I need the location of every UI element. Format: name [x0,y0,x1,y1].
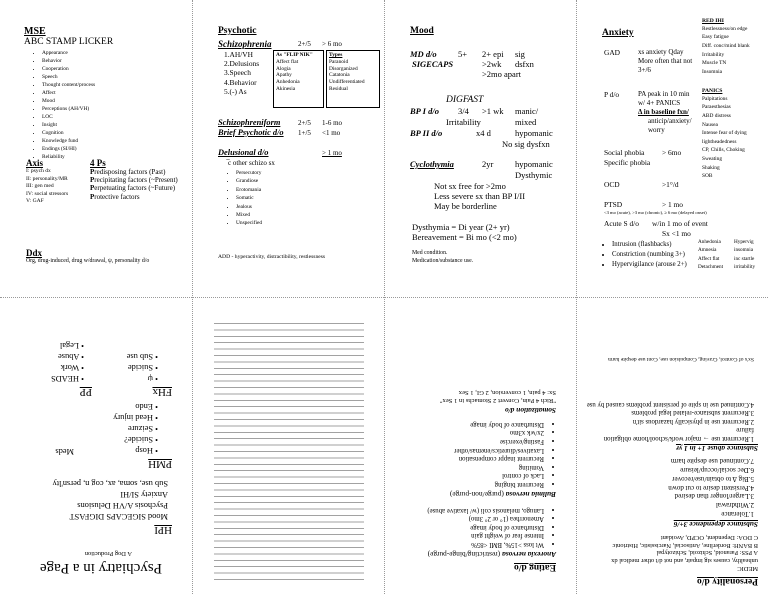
an-row: • Amenorrhea (1° or 2° 3mo) [427,514,544,523]
md-dsfxn: dsfxn [515,59,534,69]
ptsd-symptom-3: inc startle [734,255,755,262]
schizo-dur: > 6 mo [322,40,342,48]
digfast: DIGFAST [446,95,484,105]
med-cond: Med condition. [412,250,448,256]
panics-item: SOB [702,173,713,180]
flip-item: Apathy [276,72,292,79]
types-box [326,50,380,108]
sigecaps: SIGECAPS [412,59,454,69]
axis-item: III: gen med [26,183,54,190]
anxiety-title: Anxiety [602,28,634,38]
bp-dur: <1 mo [322,129,341,137]
cyc-sev: hypomanic [515,159,553,169]
mse-item: • Behavior [42,57,190,65]
mse-item: • Appearance [42,49,190,57]
fhx-row: • Sub use [126,352,158,361]
personality-row: B BANH: Borderline, Antisocial, Narcissistic, Histrionic [612,541,758,549]
ocd-label: OCD [604,180,620,189]
mse-list [24,49,190,161]
panel-psych-page [0,300,192,594]
schizo-criteria [224,50,259,96]
personality-row: C DOA: Dependent, OCPD, Avoidant [660,533,758,541]
fhx-row: • Suicide [127,363,158,372]
asd-dur2: Sx <1 mo [662,229,691,238]
pp-title: PP [79,386,92,398]
cyc-sev2: Dysthymic [515,170,553,180]
bul-row: • Fasting/exercise [454,436,544,445]
bp-label: Brief Psychotic d/o [218,128,284,137]
panics-item: CP, Chills, Choking [702,147,745,154]
an-row: • Intense fear of weight gain [427,531,544,540]
personality-row: MEDIC [737,565,758,572]
bul-row: • 2x/wk x3mo [454,428,544,437]
psychotic-title: Psychotic [218,26,257,36]
flip-item: Affect flat [276,58,299,65]
bul-row: • Lack of control [454,471,544,480]
specific-phobia: Specific phobia [604,158,651,167]
cyc-note: May be borderline [434,201,497,211]
mse-title: MSE [24,26,46,37]
dysthymia: Dysthymia = Di year (2+ yr) [412,222,510,232]
schizo-criterion: 4.Behavior [224,77,257,87]
panics-item: ABD distress [702,112,731,119]
pd-d4: anticip/anxiety/ [648,117,692,125]
pp-row: • Work [60,363,84,372]
delusion-type: • Erotomania [236,186,262,194]
type-item: Paranoid [329,58,349,65]
bul-row: • Vomiting [454,462,544,471]
social-phobia-dur: > 6mo [662,148,682,157]
del-types [222,169,262,228]
bul-row: • Disturbance of body image [454,419,544,428]
page-by: A Dog Production [84,550,132,557]
pmh-row: • Head injury [113,413,158,422]
cyc-note: Not sx free for >2mo [434,181,506,191]
gad-d2: More often that not [638,57,693,65]
panics-item: Nausea [702,121,718,128]
page-title: Psychiatry in a Page [39,560,162,576]
pmh-row: • Suicide? [124,435,158,444]
asd-label: Acute S d/o [604,219,639,228]
sd-row: 5.Big Δ to obtain/use/recover [672,474,754,483]
sd-row: 4.Persistent desire to cut down [668,483,754,492]
mse-item: • LOC [42,113,190,121]
pp-row: • Legal [59,341,84,350]
dense-notes-block [214,320,364,580]
pd-d1: PA peak in 10 min [638,90,690,98]
hpi-title: HPI [154,524,172,536]
bp1-crit: 3/4 [458,106,469,116]
ptsd-symptom-2: Affect flat [698,255,720,262]
pmh-title: PMH [148,458,172,470]
panel-mse [24,22,190,292]
md-sig: 2+ epi [482,49,504,59]
panel-mood [410,22,576,292]
sf-crit: 2+/5 [298,119,311,127]
ptsd-symptom-3: insomnia [734,247,754,254]
red-list [702,25,750,77]
panics-item: Sweating [702,155,723,162]
an-row: • Wt loss >15%, BMI <85% [427,539,544,548]
ps-item: Precipitating factors (~Present) [90,176,178,185]
mse-item: • Speech [42,73,190,81]
schizo-crit: 2+/5 [298,40,311,48]
red-item: Irritability [702,51,725,58]
bp2-sev: hypomanic [515,128,553,138]
meds-title: Meds [55,447,74,456]
sd-row: 6.Dec social/occup/leisure [680,466,754,475]
mse-item: • Endings (SI/HI) [42,145,190,153]
panics-title: PANICS [702,88,723,94]
pmh-rows [113,401,158,456]
ps-item: Predisposing factors (Past) [90,168,166,176]
md-2wk: >2wk [482,59,502,69]
bul-row: • Recurrent inappr compensation [454,454,544,463]
pd-label: P d/o [604,90,620,99]
flip-nik-box [273,50,324,108]
bp-crit: 1+/5 [298,129,311,137]
mse-item: • Insight [42,121,190,129]
bul-row: • Recurrent binging [454,479,544,488]
bul-sub: (purge/non-purge) [449,490,504,499]
delusion-type: • Jealous [236,203,262,211]
bul-rows [454,419,558,488]
ptsd-symptom-2: Amnesia [698,247,717,254]
axis-item: I: psych dx [26,168,51,174]
mse-item: • Mood [42,97,190,105]
type-item: Disorganized [329,65,358,72]
ptsd-dur: > 1 mo [662,200,684,209]
ptsd-symptom-2: Detachment [698,264,724,271]
panel-personality [576,300,768,594]
gad-d1: xs anxiety Qday [638,48,684,56]
mse-item: • Reliability [42,153,190,161]
pp-row: • Abuse [58,352,84,361]
md-label: MD d/o [410,49,437,59]
hpi-row: Psychosis A/VH Delusions [77,501,168,510]
bp2-label: BP II d/o [410,128,443,138]
sf-label: Schizophreniform [218,118,281,127]
panel-psychotic [218,22,384,292]
panics-item: Intense fear of dying [702,130,747,137]
delusion-type: • Persecutory [236,169,262,177]
panics-item: Palpitations [702,95,728,102]
ps-list [90,168,178,201]
md-crit: 5+ [458,49,468,59]
panics-item: Shaking [702,164,720,171]
ddx-text: Org, drug-induced, drug w/drawal, ψ, personality d/o [26,258,150,264]
delusion-type: • Somatic [236,194,262,202]
delusion-type: • Grandiose [236,177,262,185]
ps-item: Protective factors [90,192,140,201]
del-dur: > 1 mo [322,149,342,157]
axis-title: Axis [26,158,44,168]
schizo-label: Schizophrenia [218,39,272,49]
sa-title: Substance abuse 1+ in 1 yr [675,444,758,453]
pmh-row: • Seizure [127,424,158,433]
bp1-sev: manic/ [515,106,539,116]
mse-item: • Affect [42,89,190,97]
sd-title: Substance dependence 3+/6 [673,520,758,529]
schizo-criterion: 2.Delusions [224,59,260,69]
bp2-sev2: No sig dysfxn [502,139,550,149]
pd-d5: worry [648,126,665,134]
sd-row: 1.Tolerance [721,510,754,518]
del-sub: ̅c other schizo sx [228,159,275,167]
types-title: Types [329,52,343,58]
eating-title: Eating d/o [514,562,556,572]
som-row: Sx: 4 pain, 1 conversion, 2 GI, 1 Sex [458,388,556,396]
som-title: Somatization d/o [504,406,556,415]
axis-item: IV: social stressors [26,190,69,197]
bp1-sev2: mixed [515,117,537,127]
ddx-title: Ddx [26,248,43,258]
sd-row: 3.Larger/longer than desired [674,492,754,501]
type-item: Catatonia [329,72,350,79]
fhx-row: • ψ [147,374,158,383]
hpi-row: Sub use, soma, ax, cog n, persn'lty [52,479,168,488]
ptsd-symptom-3: Hypervig [734,239,754,245]
cyc-note: Less severe sx than BP I/II [434,191,526,201]
del-label: Delusional d/o [218,148,269,157]
ptsd-symptom: • Hypervigilance (arouse 2+) [612,260,687,270]
ptsd-symptoms-2 [698,238,723,272]
hpi-rows [53,478,169,522]
sa-row: 4.Continued use in spite of persistent problems caused by use [586,400,754,408]
axis-list [26,168,68,206]
mse-item: • Thought content/process [42,81,190,89]
delusion-type: • Unspecified [236,219,262,227]
hpi-row: Mood SIGECAPS DIGFAST [69,512,168,521]
ptsd-symptom: • Constriction (numbing 3+) [612,250,687,260]
personality-title: Personality d/o [697,576,758,586]
bp1-label: BP I d/o [410,106,439,116]
red-item: Diff. conc/mind blank [702,42,750,49]
delusion-type: • Mixed [236,211,262,219]
an-rows [427,505,558,548]
panel-anxiety [602,16,768,294]
pd-d2: w/ 4+ PANICS [638,99,681,107]
an-title: Anorexia nervosa [502,550,556,559]
bul-row: • Laxatives/diuretics/enemas/other [454,445,544,454]
sa-row: 1.Recurrent use → major work/school/home obligation failure [603,426,754,442]
cyc-label: Cyclothymia [410,159,454,169]
ptsd-symptom-3: irritability [734,264,756,271]
fhx-title: FHx [152,386,172,398]
panics-list [702,95,747,181]
personality-row: unhealthy, causes sig impair, and not d/t other medical dx [611,557,758,565]
axis-item: II: personality/MR [26,175,68,182]
md-sig2: sig [515,49,525,59]
som-row: "Rich 4 Pain, Convert 2 Stomachs in 1 Sex" [439,397,556,404]
flip-item: Alogia [276,65,291,72]
ps-title: 4 Ps [90,158,106,168]
schizo-criterion: 3.Speech [224,68,251,78]
ptsd-note: <3 mo (acute), >3 mo (chronic), ≥ 6 mo (delayed onset) [604,210,707,215]
mse-item: • Knowledge fund [42,137,190,145]
bereavement: Bereavement = Bi mo (<2 mo) [412,232,517,242]
mse-item: • Cognition [42,129,190,137]
pmh-row: • Endo [135,402,158,411]
pp-row: • HEADS [51,374,84,383]
sa-row: 3.Recurrent substance-related legal problems [631,409,754,417]
mood-title: Mood [410,26,434,36]
types-list [329,59,377,93]
ps-item: Perpetuating factors (~Future) [90,184,176,193]
med-use: Medication/substance use. [412,258,474,264]
pmh-row: • Hosp [135,446,158,455]
type-item: Undifferentiated [329,79,365,86]
personality-row: A PSS: Paranoid, Schizoid, Schizotypal [656,549,758,557]
ptsd-label: PTSD [604,200,623,209]
flip-list [276,59,321,93]
hpi-row: Anxiety SI/HI [120,490,168,499]
gad-label: GAD [604,48,621,57]
bp2-dur: x4 d [476,128,491,138]
mse-item: • Cooperation [42,65,190,73]
mse-subtitle: ABC STAMP LICKER [24,37,114,47]
personality-rows [582,533,758,572]
gad-d3: 3+/6 [638,66,651,74]
ptsd-symptom-2: Anhedonia [698,239,721,245]
panics-item: lightheadedness [702,138,737,145]
irritability: Irritability [446,117,481,127]
asd-dur: w/in 1 mo of event [652,219,708,228]
pp-rows [51,340,84,384]
ptsd-symptom: • Intrusion (flashbacks) [612,240,687,250]
mse-item: • Perceptions (AH/VH) [42,105,190,113]
schizo-criterion: 1.AH/VH [224,50,253,59]
red-item: Restlessness/on edge [702,25,748,32]
ptsd-symptoms-3 [734,238,755,272]
an-row: • Lanugo, melanosis coli (w/ laxative abuse) [427,505,544,514]
flip-item: Akinesia [276,85,296,92]
fhx-rows [127,351,158,384]
social-phobia: Social phobia [604,148,645,157]
bp1-dur: >1 wk [482,106,504,116]
som-rows [440,387,556,404]
panics-item: Paraesthesias [702,104,731,111]
red-title: RED IHI [702,18,724,24]
an-row: • Disturbance of body image [427,522,544,531]
bul-title: Bulimia nervosa [505,490,556,499]
sd-rows [668,456,754,518]
panel-eating [384,300,576,594]
panel-dense-notes [192,300,384,594]
md-apart: >2mo apart [482,69,522,79]
flip-title: As "FLIP NIK" [276,52,313,58]
sa-rows [586,399,754,442]
sf-dur: 1-6 mo [322,119,343,127]
red-item: Easy fatigue [702,34,729,41]
ptsd-symptoms [602,240,687,270]
schizo-criterion: 5.(-) As [224,86,247,96]
red-item: Insomnia [702,68,723,75]
an-sub: (restricting/binge-purge) [427,550,501,559]
sa-row: 2.Recurrent use in physically hazardous sit'n [632,417,754,425]
sd-row: 2.Withdrawal [715,501,754,510]
red-item: Muscle TN [702,60,727,67]
sa-footnote: Sx's of Control, Craving, Compulsion use, Cont use despite harm [607,356,754,362]
cyc-dur: 2yr [482,159,494,169]
axis-item: V: GAF [26,198,44,205]
cyc-notes [434,181,525,211]
add-text: ADD - hyperactivity, distractibility, restlessness [218,254,326,260]
ocd-dur: >1°/d [662,180,679,189]
pd-d3: Δ in baseline fxn/ [638,108,689,116]
type-item: Residual [329,85,348,92]
flip-item: Anhedonia [276,79,300,86]
sd-row: 7.Continued use despite harm [670,457,754,466]
